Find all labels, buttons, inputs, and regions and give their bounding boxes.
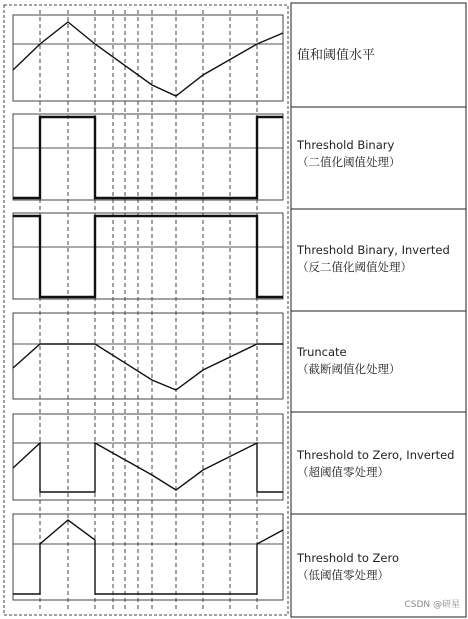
label-signal-and-threshold: 值和阈值水平 bbox=[297, 48, 376, 63]
watermark: CSDN @研星 bbox=[404, 600, 460, 610]
label-threshold-binary-inverted: Threshold Binary, Inverted （反二值化阈值处理） bbox=[297, 243, 450, 274]
label-truncate: Truncate （截断阈值化处理） bbox=[297, 345, 401, 376]
label-threshold-binary: Threshold Binary （二值化阈值处理） bbox=[297, 138, 401, 169]
label-tozero: Threshold to Zero （低阈值零处理） bbox=[297, 551, 399, 582]
label-tozero-inverted: Threshold to Zero, Inverted （超阈值零处理） bbox=[297, 448, 455, 479]
